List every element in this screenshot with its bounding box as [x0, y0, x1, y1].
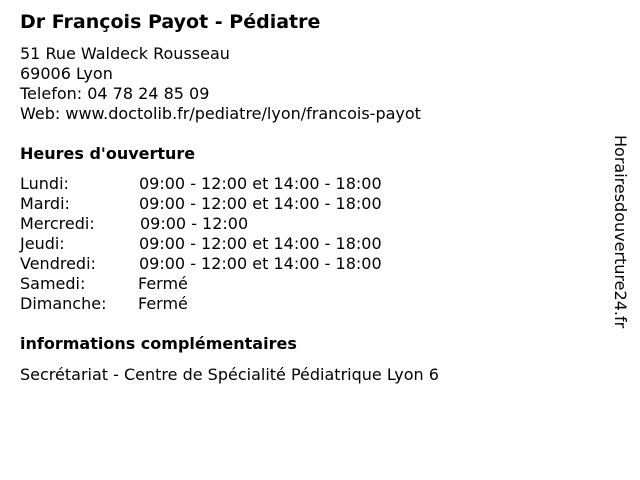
address-city: 69006 Lyon	[20, 64, 113, 83]
site-watermark: Horairesdouverture24.fr	[611, 135, 630, 329]
hours-time-value: 09:00 - 12:00 et 14:00 - 18:00	[139, 174, 382, 193]
hours-day-label: Samedi:	[20, 274, 86, 293]
hours-time-value: 09:00 - 12:00 et 14:00 - 18:00	[139, 234, 382, 253]
hours-day-label: Mardi:	[20, 194, 70, 213]
page-title: Dr François Payot - Pédiatre	[20, 11, 321, 33]
additional-info-heading: informations complémentaires	[20, 334, 297, 353]
website-link[interactable]: Web: www.doctolib.fr/pediatre/lyon/francois-payot	[20, 104, 421, 123]
hours-day-label: Dimanche:	[20, 294, 107, 313]
opening-hours-heading: Heures d'ouverture	[20, 144, 196, 163]
address-street: 51 Rue Waldeck Rousseau	[20, 44, 230, 63]
hours-time-value: 09:00 - 12:00 et 14:00 - 18:00	[139, 194, 382, 213]
hours-time-value: 09:00 - 12:00 et 14:00 - 18:00	[139, 254, 382, 273]
hours-day-label: Jeudi:	[20, 234, 65, 253]
hours-day-label: Mercredi:	[20, 214, 95, 233]
hours-day-label: Vendredi:	[20, 254, 96, 273]
additional-info-text: Secrétariat - Centre de Spécialité Pédiatrique Lyon 6	[20, 365, 439, 384]
hours-day-label: Lundi:	[20, 174, 69, 193]
hours-time-value: 09:00 - 12:00	[140, 214, 249, 233]
hours-time-value: Fermé	[138, 294, 188, 313]
hours-time-value: Fermé	[138, 274, 188, 293]
contact-block	[20, 44, 421, 124]
phone-number: Telefon: 04 78 24 85 09	[20, 84, 210, 103]
